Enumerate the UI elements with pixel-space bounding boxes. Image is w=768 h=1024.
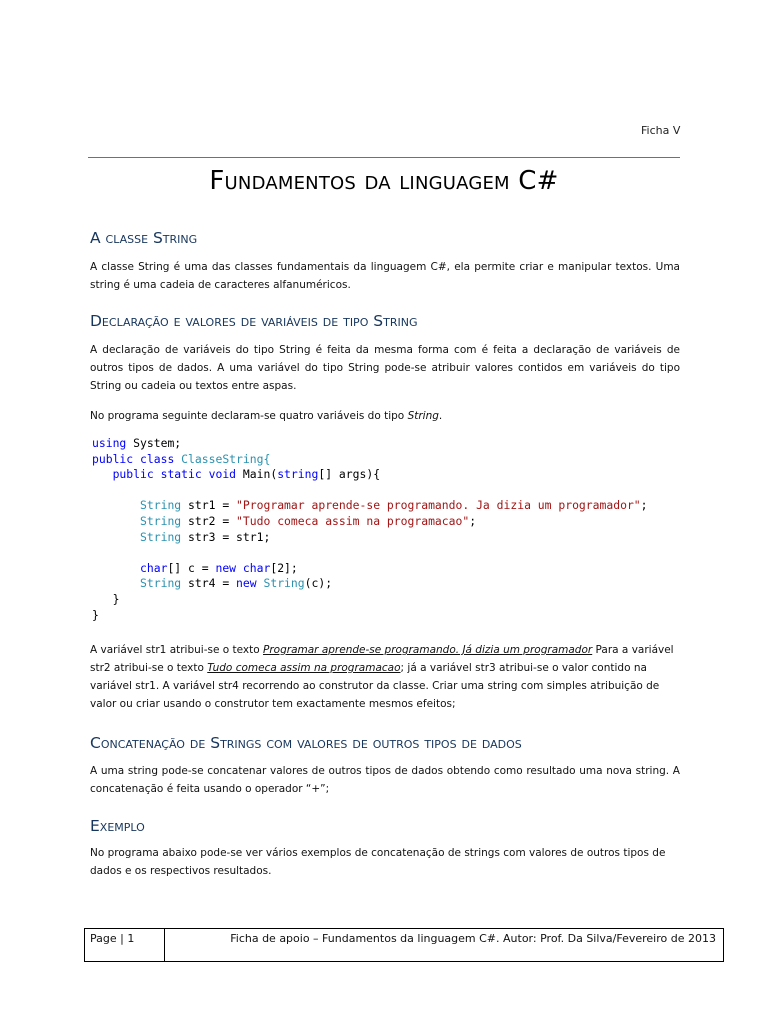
- section-heading-declaracao: Declaração e valores de variáveis de tipo String: [90, 312, 418, 330]
- code-token: str1 =: [181, 498, 237, 513]
- header-ficha-label: Ficha V: [641, 124, 681, 137]
- code-token: [] args){: [318, 467, 381, 482]
- underlined-text: Tudo comeca assim na programacao: [207, 662, 401, 674]
- code-token: String: [140, 529, 182, 544]
- section-heading-concatenacao: Concatenação de Strings com valores de outros tipos de dados: [90, 734, 522, 752]
- intro-italic: String: [407, 410, 439, 422]
- code-token: class: [140, 451, 175, 466]
- paragraph-variaveis-explicacao: [90, 641, 680, 713]
- text-run: Para a variável str2 atribui-se o texto: [90, 644, 674, 674]
- code-token: Main(: [236, 467, 278, 482]
- code-block: [92, 436, 648, 623]
- footer-credit: Ficha de apoio – Fundamentos da linguagem C#. Autor: Prof. Da Silva/Fevereiro de 2013: [230, 932, 716, 945]
- code-token: string: [277, 467, 319, 482]
- code-token: ;: [640, 498, 648, 513]
- code-token: str4 =: [181, 576, 237, 591]
- footer-page-number: Page | 1: [90, 932, 135, 945]
- paragraph-intro-programa: [90, 407, 680, 425]
- code-token: }: [112, 591, 120, 606]
- code-token: str3 = str1;: [181, 529, 271, 544]
- code-token: new: [236, 576, 257, 591]
- paragraph-declaracao: A declaração de variáveis do tipo String é feita da mesma forma com é feita a declaração de variáveis de outros tipos de dados. A uma variável do tipo String pode-se atribuir valores contidos em variáveis do tipo String ou cadeia ou textos entre aspas.: [90, 344, 680, 392]
- code-token: public: [92, 451, 134, 466]
- page-title: Fundamentos da linguagem C#: [209, 166, 559, 196]
- code-token: str2 =: [181, 513, 237, 528]
- code-token: "Tudo comeca assim na programacao": [236, 513, 470, 528]
- code-token: String: [140, 576, 182, 591]
- text-run: A variável str1 atribui-se o texto: [90, 644, 264, 656]
- paragraph-classe-string: A classe String é uma das classes fundamentais da linguagem C#, ela permite criar e manipular textos. Uma string é uma cadeia de caracteres alfanuméricos.: [90, 261, 680, 291]
- code-token: void: [208, 467, 237, 482]
- code-token: System;: [126, 436, 182, 450]
- section-heading-classe-string: A classe String: [90, 229, 198, 247]
- code-token: }: [92, 607, 99, 622]
- paragraph-exemplo: No programa abaixo pode-se ver vários exemplos de concatenação de strings com valores de outros tipos de dados e os respectivos resultados.: [90, 847, 666, 877]
- code-token: String: [140, 513, 182, 528]
- code-token: [2];: [270, 560, 298, 575]
- code-token: char: [140, 560, 168, 575]
- paragraph-concatenacao: A uma string pode-se concatenar valores de outros tipos de dados obtendo como resultado uma nova string. A concatenação é feita usando o operador “+”;: [90, 765, 680, 795]
- code-token: new: [215, 560, 237, 575]
- code-token: ClasseString{: [181, 451, 271, 466]
- code-token: using: [92, 436, 127, 450]
- header-rule: [88, 157, 680, 158]
- code-token: ;: [469, 513, 477, 528]
- code-token: char: [242, 560, 271, 575]
- code-token: (c);: [304, 576, 333, 591]
- code-token: "Programar aprende-se programando. Ja dizia um programador": [236, 498, 641, 513]
- code-token: String: [263, 576, 305, 591]
- code-token: [] c =: [167, 560, 216, 575]
- code-token: static: [160, 467, 202, 482]
- code-token: public: [112, 467, 154, 482]
- underlined-text: Programar aprende-se programando. Já dizia um programador: [263, 644, 593, 656]
- text-run: ; já a variável str3 atribui-se o valor contido na variável str1. A variável str4 recorrendo ao construtor da classe. Criar uma string com simples atribuição de valor ou criar usando o construtor tem exactamente mesmos efeitos;: [90, 662, 660, 710]
- section-heading-exemplo: Exemplo: [90, 817, 145, 835]
- code-token: String: [140, 498, 182, 513]
- footer-divider: [164, 928, 165, 962]
- intro-suffix: .: [438, 410, 443, 422]
- intro-text: No programa seguinte declaram-se quatro variáveis do tipo: [90, 410, 408, 422]
